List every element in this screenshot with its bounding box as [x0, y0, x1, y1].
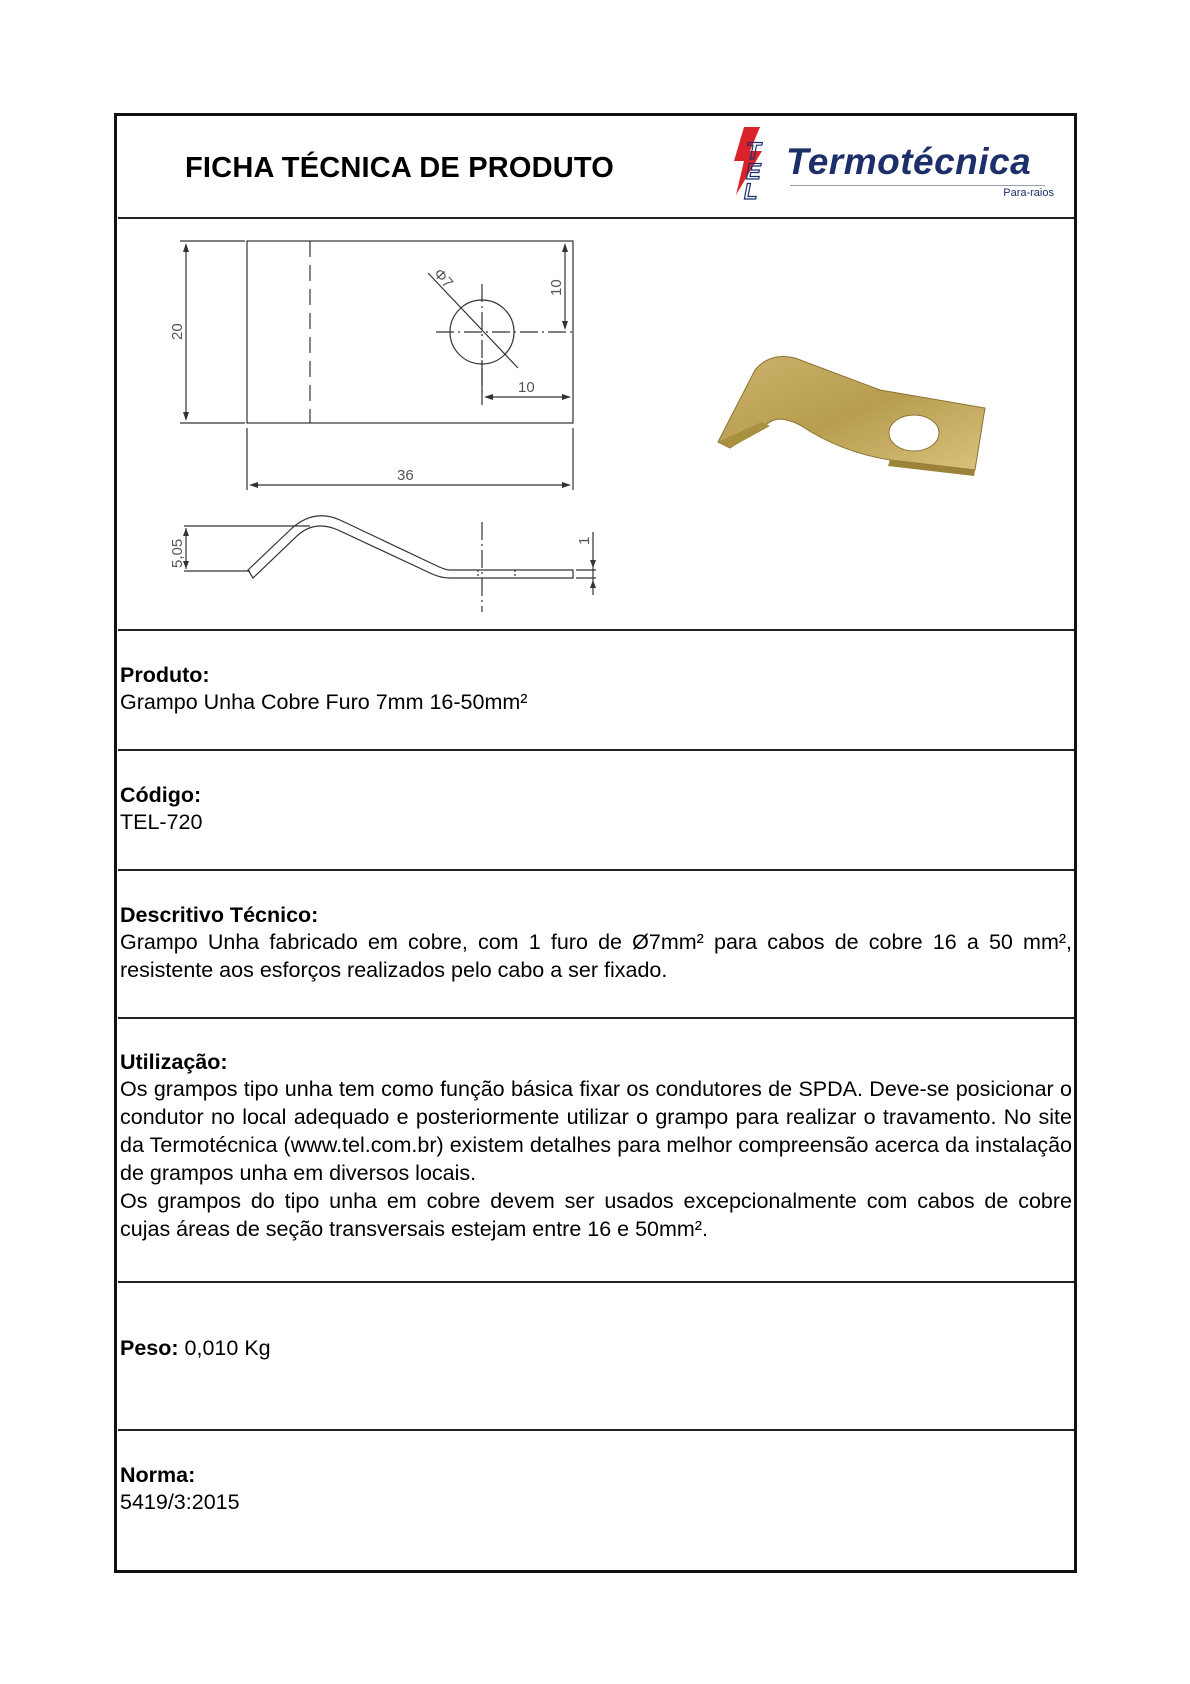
codigo-label: Código:: [120, 783, 202, 807]
tel-lightning-mark-icon: [730, 125, 790, 205]
divider: [118, 749, 1074, 751]
norma-label: Norma:: [120, 1463, 196, 1487]
photo-hole: [889, 415, 939, 451]
peso-row: [120, 1336, 271, 1361]
svg-text:T: T: [746, 138, 761, 165]
produto-label: Produto:: [120, 663, 210, 687]
descritivo-label: Descritivo Técnico:: [120, 903, 319, 927]
dim-height-label: 20: [169, 323, 186, 340]
dim-hole-top-label: 10: [548, 279, 565, 296]
produto-value: Grampo Unha Cobre Furo 7mm 16-50mm²: [120, 690, 528, 714]
svg-text:L: L: [744, 179, 758, 204]
side-view-profile: [248, 516, 573, 578]
utilizacao-label: Utilização:: [120, 1050, 228, 1074]
divider: [118, 1281, 1074, 1283]
utilizacao-paragraph-2: Os grampos do tipo unha em cobre devem ser usados excepcionalmente com cabos de cobre cujas áreas de seção transversais estejam entre 16 e 50mm².: [120, 1189, 1072, 1241]
peso-label: Peso:: [120, 1336, 179, 1360]
codigo-value: TEL-720: [120, 810, 203, 834]
dim-hole-diameter-label: Φ7: [430, 265, 457, 292]
logo-subtitle: Para-raios: [1003, 187, 1054, 199]
company-logo: [730, 125, 1070, 205]
norma-value: 5419/3:2015: [120, 1490, 240, 1514]
dim-width-label: 36: [397, 467, 414, 484]
technical-drawing: [150, 225, 610, 630]
dim-thickness-label: 1: [576, 536, 593, 545]
divider: [118, 217, 1074, 219]
product-photo: [700, 330, 1010, 480]
divider: [118, 869, 1074, 871]
logo-underline: [790, 185, 1045, 186]
divider: [118, 1429, 1074, 1431]
utilizacao-paragraph-1: Os grampos tipo unha tem como função básica fixar os condutores de SPDA. Deve-se posicionar o condutor no local adequado e posteriormente utilizar o grampo para realizar o travamento. No site da Termotécnica (www.tel.com.br) existem detalhes para melhor compreensão acerca da instalação de grampos unha em diversos locais.: [120, 1077, 1072, 1185]
logo-brand-name: Termotécnica: [786, 141, 1032, 182]
divider: [118, 629, 1074, 631]
peso-value: 0,010 Kg: [184, 1336, 271, 1360]
divider: [118, 1017, 1074, 1019]
svg-text:E: E: [746, 159, 761, 184]
dim-hole-right-label: 10: [518, 379, 535, 396]
dim-bend-height-label: 5,05: [169, 538, 186, 568]
page-title: FICHA TÉCNICA DE PRODUTO: [185, 152, 615, 184]
descritivo-value: Grampo Unha fabricado em cobre, com 1 furo de Ø7mm² para cabos de cobre 16 a 50 mm², resistente aos esforços realizados pelo cabo a ser fixado.: [120, 930, 1072, 982]
